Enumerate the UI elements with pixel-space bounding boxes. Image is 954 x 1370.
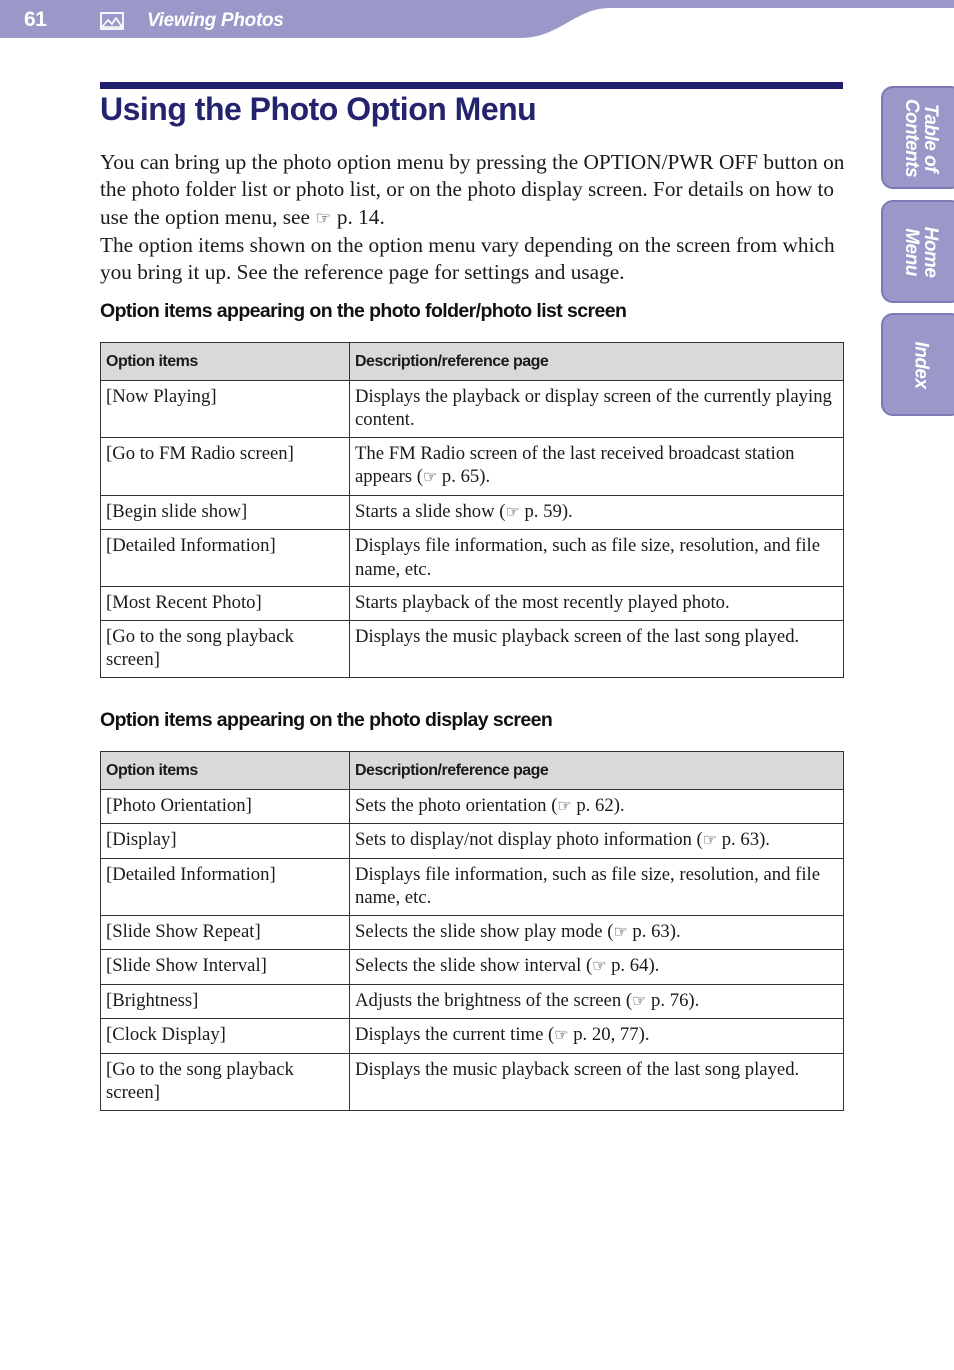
option-item-cell: [Clock Display] [101, 1019, 350, 1054]
column-header: Option items [101, 343, 350, 381]
section-title: Viewing Photos [147, 10, 284, 31]
table-header-row [101, 752, 844, 790]
page-reference-link[interactable]: p. 59). [519, 500, 573, 522]
description-cell: Starts playback of the most recently played photo. [350, 587, 844, 621]
page-title: Using the Photo Option Menu [100, 91, 537, 127]
option-item-cell: [Display] [101, 824, 350, 859]
table-row [101, 1019, 844, 1054]
options-table-list-screen [100, 342, 844, 678]
reference-icon: ☞ [702, 832, 718, 849]
page-reference-link[interactable]: p. 62). [571, 794, 625, 816]
section-heading-list-screen: Option items appearing on the photo folder/photo list screen [100, 300, 627, 322]
description-cell: Displays the music playback screen of the last song played. [350, 1053, 844, 1110]
tab-label: Table of Contents [901, 98, 941, 177]
table-row [101, 1053, 844, 1110]
page-reference-link[interactable]: p. 63). [627, 920, 681, 942]
option-item-cell: [Brightness] [101, 984, 350, 1019]
option-item-cell: [Slide Show Interval] [101, 950, 350, 985]
table-row [101, 789, 844, 824]
column-header: Option items [101, 752, 350, 790]
intro-text [100, 149, 845, 286]
tab-label: Home Menu [901, 226, 941, 277]
description-cell: Selects the slide show play mode (☞ p. 63). [350, 915, 844, 950]
table-row [101, 587, 844, 621]
description-cell: Displays file information, such as file size, resolution, and file name, etc. [350, 858, 844, 915]
option-item-cell: [Photo Orientation] [101, 789, 350, 824]
tab-label: Index [910, 340, 932, 389]
column-header: Description/reference page [350, 343, 844, 381]
table-row [101, 915, 844, 950]
table-row [101, 495, 844, 530]
table-row [101, 858, 844, 915]
page-header [0, 0, 954, 40]
reference-icon: ☞ [315, 207, 332, 228]
description-cell: Displays the current time (☞ p. 20, 77). [350, 1019, 844, 1054]
reference-icon: ☞ [592, 958, 607, 975]
table-row [101, 824, 844, 859]
description-cell: Sets the photo orientation (☞ p. 62). [350, 789, 844, 824]
table-header-row [101, 343, 844, 381]
reference-icon: ☞ [632, 992, 647, 1010]
description-cell: Displays the playback or display screen of the currently playing content. [350, 380, 844, 437]
column-header: Description/reference page [350, 752, 844, 790]
description-cell: The FM Radio screen of the last received broadcast station appears (☞ p. 65). [350, 437, 844, 495]
option-item-cell: [Go to FM Radio screen] [101, 437, 350, 495]
description-cell: Displays the music playback screen of the last song played. [350, 620, 844, 677]
option-item-cell: [Most Recent Photo] [101, 587, 350, 621]
description-cell: Starts a slide show (☞ p. 59). [350, 495, 844, 530]
reference-icon: ☞ [557, 797, 572, 815]
header-band [0, 0, 954, 40]
table-row [101, 950, 844, 985]
option-item-cell: [Slide Show Repeat] [101, 915, 350, 950]
option-item-cell: [Detailed Information] [101, 530, 350, 587]
section-heading-display-screen: Option items appearing on the photo display screen [100, 709, 553, 731]
page-reference-link[interactable]: p. 65). [437, 466, 491, 487]
table-row [101, 620, 844, 677]
reference-icon: ☞ [505, 503, 520, 521]
photo-icon [100, 12, 124, 30]
option-item-cell: [Detailed Information] [101, 858, 350, 915]
description-cell: Selects the slide show interval (☞ p. 64). [350, 950, 844, 985]
table-row [101, 530, 844, 587]
title-rule [100, 82, 843, 89]
reference-icon: ☞ [422, 469, 438, 486]
reference-icon: ☞ [613, 923, 628, 941]
page-reference-link[interactable]: p. 63). [717, 829, 770, 850]
description-cell: Adjusts the brightness of the screen (☞ p. 76). [350, 984, 844, 1019]
option-item-cell: [Now Playing] [101, 380, 350, 437]
intro-paragraph-1: You can bring up the photo option menu by pressing the OPTION/PWR OFF button on the photo folder list or photo list, or on the photo display screen. For details on how to use the option menu, see ☞ p. 14. [100, 150, 845, 229]
page-reference-link[interactable]: p. 64). [606, 955, 660, 976]
reference-icon: ☞ [554, 1027, 569, 1044]
intro-paragraph-2: The option items shown on the option menu vary depending on the screen from which you bring it up. See the reference page for settings and usage. [100, 232, 835, 285]
option-item-cell: [Go to the song playback screen] [101, 1053, 350, 1110]
options-table-display-screen [100, 751, 844, 1111]
option-item-cell: [Go to the song playback screen] [101, 620, 350, 677]
table-row [101, 380, 844, 437]
table-row [101, 437, 844, 495]
description-cell: Displays file information, such as file size, resolution, and file name, etc. [350, 530, 844, 587]
tab-index[interactable] [881, 313, 954, 416]
page-reference-link[interactable]: p. 14. [331, 204, 385, 229]
tab-home-menu[interactable] [881, 200, 954, 303]
tab-table-of-contents[interactable] [881, 86, 954, 189]
table-row [101, 984, 844, 1019]
page-reference-link[interactable]: p. 20, 77). [568, 1024, 650, 1045]
page-reference-link[interactable]: p. 76). [646, 989, 700, 1011]
page-number: 61 [24, 8, 47, 31]
description-cell: Sets to display/not display photo information (☞ p. 63). [350, 824, 844, 859]
option-item-cell: [Begin slide show] [101, 495, 350, 530]
